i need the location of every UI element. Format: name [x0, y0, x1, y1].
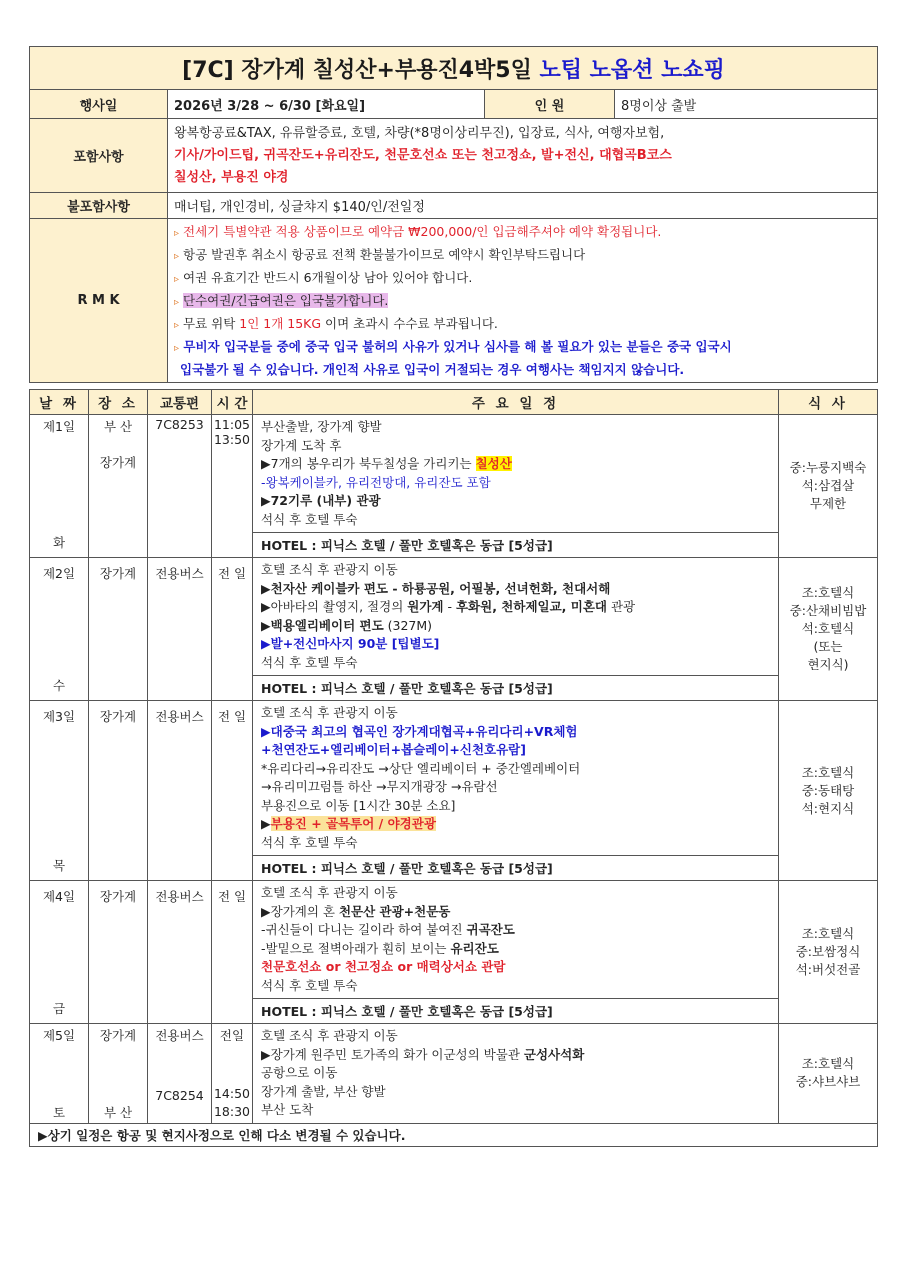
exclude-value: 매너팁, 개인경비, 싱글챠지 $140/인/전일정 [168, 193, 878, 219]
hotel-line: HOTEL : 피닉스 호텔 / 풀만 호텔혹은 동급 [5성급] [253, 533, 779, 558]
header-meal: 식 사 [779, 390, 878, 415]
meal-cell: 조:호텔식 중:산채비빔밥 석:호텔식 (또는 현지식) [779, 558, 878, 701]
rmk-note-1: ▹ 전세기 특별약관 적용 상품이므로 예약금 ₩200,000/인 입금해주셔야 예약 확정됩니다. [174, 224, 662, 239]
transport-cell: 전용버스 7C8254 [148, 1024, 212, 1124]
header-place: 장 소 [89, 390, 148, 415]
transport-cell: 전용버스 [148, 881, 212, 1024]
plan-cell: 호텔 조식 후 관광지 이동 ▶대중국 최고의 협곡인 장가계대협곡+유리다리+VR체험 +천연잔도+엘리베이터+봅슬레이+신천호유람] *유리다리→유리잔도 →상단 엘리베이터 + 중간엘레베이터 →유리미끄럼틀 하산 →무지개광장 →유람선 부용진으로 이동 [1시간 30분 소요] ▶부용진 + 골목투어 / 야경관광 석식 후 호텔 투숙 [253, 701, 779, 856]
meal-cell: 조:호텔식 중:보쌈정식 석:버섯전골 [779, 881, 878, 1024]
include-line-2: 기사/가이드팁, 귀곡잔도+유리잔도, 천문호선쇼 또는 천고정쇼, 발+전신, 대협곡B코스 [174, 147, 672, 163]
rmk-note-5: ▹ 무료 위탁 1인 1개 15KG 이며 초과시 수수료 부과됩니다. [174, 316, 498, 331]
header-time: 시 간 [212, 390, 253, 415]
include-line-3: 칠성산, 부용진 야경 [174, 169, 289, 185]
day-of-week: 목 [52, 858, 66, 873]
time-cell: 전일 14:50 18:30 [212, 1024, 253, 1124]
triangle-bullet-icon: ▹ [174, 274, 180, 285]
triangle-bullet-icon: ▹ [174, 228, 180, 239]
time-cell: 11:05 13:50 [212, 415, 253, 558]
day-of-week: 수 [52, 678, 66, 693]
include-label: 포함사항 [30, 119, 168, 193]
transport-cell: 전용버스 [148, 558, 212, 701]
meal-cell: 중:누룽지백숙 석:삼겹살 무제한 [779, 415, 878, 558]
plan-cell: 호텔 조식 후 관광지 이동 ▶장가계 원주민 토가족의 화가 이군성의 박물관 군성사석화 공항으로 이동 장가계 출발, 부산 향발 부산 도착 [253, 1024, 779, 1124]
exclude-label: 불포함사항 [30, 193, 168, 219]
footnote: ▶상기 일정은 항공 및 현지사정으로 인해 다소 변경될 수 있습니다. [30, 1123, 878, 1146]
hotel-line: HOTEL : 피닉스 호텔 / 풀만 호텔혹은 동급 [5성급] [253, 999, 779, 1024]
table-row [30, 701, 878, 856]
transport-cell: 7C8253 [148, 415, 212, 558]
place-cell: 장가계 [89, 881, 148, 1024]
day-of-week: 토 [52, 1104, 66, 1120]
place-cell: 장가계 [89, 701, 148, 881]
rmk-note-4: ▹ 단수여권/긴급여권은 입국불가합니다. [174, 293, 389, 308]
rmk-label: R M K [30, 219, 168, 383]
rmk-note-3: ▹ 여권 유효기간 반드시 6개월이상 남아 있어야 합니다. [174, 270, 473, 285]
transport-cell: 전용버스 [148, 701, 212, 881]
triangle-bullet-icon: ▹ [174, 320, 180, 331]
day-cell: 제2일 수 [30, 558, 89, 701]
day-of-week: 금 [52, 1001, 66, 1016]
meal-cell: 조:호텔식 중:샤브샤브 [779, 1024, 878, 1124]
rmk-note-6-cont: 입국불가 될 수 있습니다. 개인적 사유로 입국이 거절되는 경우 여행사는 책임지지 않습니다. [180, 362, 685, 377]
header-transport: 교통편 [148, 390, 212, 415]
page-title [30, 47, 878, 90]
triangle-bullet-icon: ▹ [174, 343, 180, 354]
time-cell: 전 일 [212, 881, 253, 1024]
day-of-week: 화 [52, 535, 66, 550]
include-value [168, 119, 878, 193]
title-suffix: 노팁 노옵션 노쇼핑 [539, 57, 725, 83]
table-row [30, 1024, 878, 1124]
title-prefix: [7C] 장가계 칠성산+부용진4박5일 [182, 57, 540, 83]
day-cell: 제3일 목 [30, 701, 89, 881]
header-plan: 주 요 일 정 [253, 390, 779, 415]
triangle-bullet-icon: ▹ [174, 251, 180, 262]
itinerary-document [29, 46, 878, 1147]
info-table [29, 46, 878, 383]
people-value: 8명이상 출발 [615, 90, 878, 119]
day-cell: 제1일 화 [30, 415, 89, 558]
schedule-table [29, 389, 878, 1147]
time-cell: 전 일 [212, 558, 253, 701]
table-row [30, 415, 878, 533]
people-label: 인 원 [485, 90, 615, 119]
day-cell: 제5일 토 [30, 1024, 89, 1124]
header-date: 날 짜 [30, 390, 89, 415]
hotel-line: HOTEL : 피닉스 호텔 / 풀만 호텔혹은 동급 [5성급] [253, 676, 779, 701]
rmk-note-2: ▹ 항공 발권후 취소시 항공료 전책 환불불가이므로 예약시 확인부탁드립니다 [174, 247, 586, 262]
rmk-note-6: ▹ 무비자 입국분들 중에 중국 입국 불허의 사유가 있거나 심사를 해 볼 필요가 있는 분들은 중국 입국시 [174, 339, 732, 354]
hotel-line: HOTEL : 피닉스 호텔 / 풀만 호텔혹은 동급 [5성급] [253, 856, 779, 881]
meal-cell: 조:호텔식 중:동태탕 석:현지식 [779, 701, 878, 881]
date-label: 행사일 [30, 90, 168, 119]
rmk-notes [168, 219, 878, 383]
place-cell: 장가계 부 산 [89, 1024, 148, 1124]
plan-cell: 호텔 조식 후 관광지 이동 ▶장가계의 혼 천문산 관광+천문동 -귀신들이 다니는 길이라 하여 붙여진 귀곡잔도 -발밑으로 절벽아래가 훤히 보이는 유리잔도 천문호선쇼 or 천고정쇼 or 매력상서쇼 관람 석식 후 호텔 투숙 [253, 881, 779, 999]
place-cell: 부 산 장가계 [89, 415, 148, 558]
time-cell: 전 일 [212, 701, 253, 881]
plan-cell: 호텔 조식 후 관광지 이동 ▶천자산 케이블카 편도 - 하룡공원, 어필봉, 선녀헌화, 천대서해 ▶아바타의 촬영지, 절경의 원가계 - 후화원, 천하제일교, 미혼대 관광 ▶백용엘리베이터 편도 (327M) ▶발+전신마사지 90분 [팁별도] 석식 후 호텔 투숙 [253, 558, 779, 676]
place-cell: 장가계 [89, 558, 148, 701]
date-value: 2026년 3/28 ~ 6/30 [화요일] [168, 90, 485, 119]
include-line-1: 왕복항공료&TAX, 유류할증료, 호텔, 차량(*8명이상리무진), 입장료, 식사, 여행자보험, [174, 125, 665, 141]
table-row [30, 558, 878, 676]
table-row [30, 881, 878, 999]
plan-cell: 부산출발, 장가계 향발 장가계 도착 후 ▶7개의 봉우리가 북두칠성을 가리키는 칠성산 -왕복케이블카, 유리전망대, 유리잔도 포함 ▶72기루 (내부) 관광 석식 후 호텔 투숙 [253, 415, 779, 533]
triangle-bullet-icon: ▹ [174, 297, 180, 308]
day-cell: 제4일 금 [30, 881, 89, 1024]
